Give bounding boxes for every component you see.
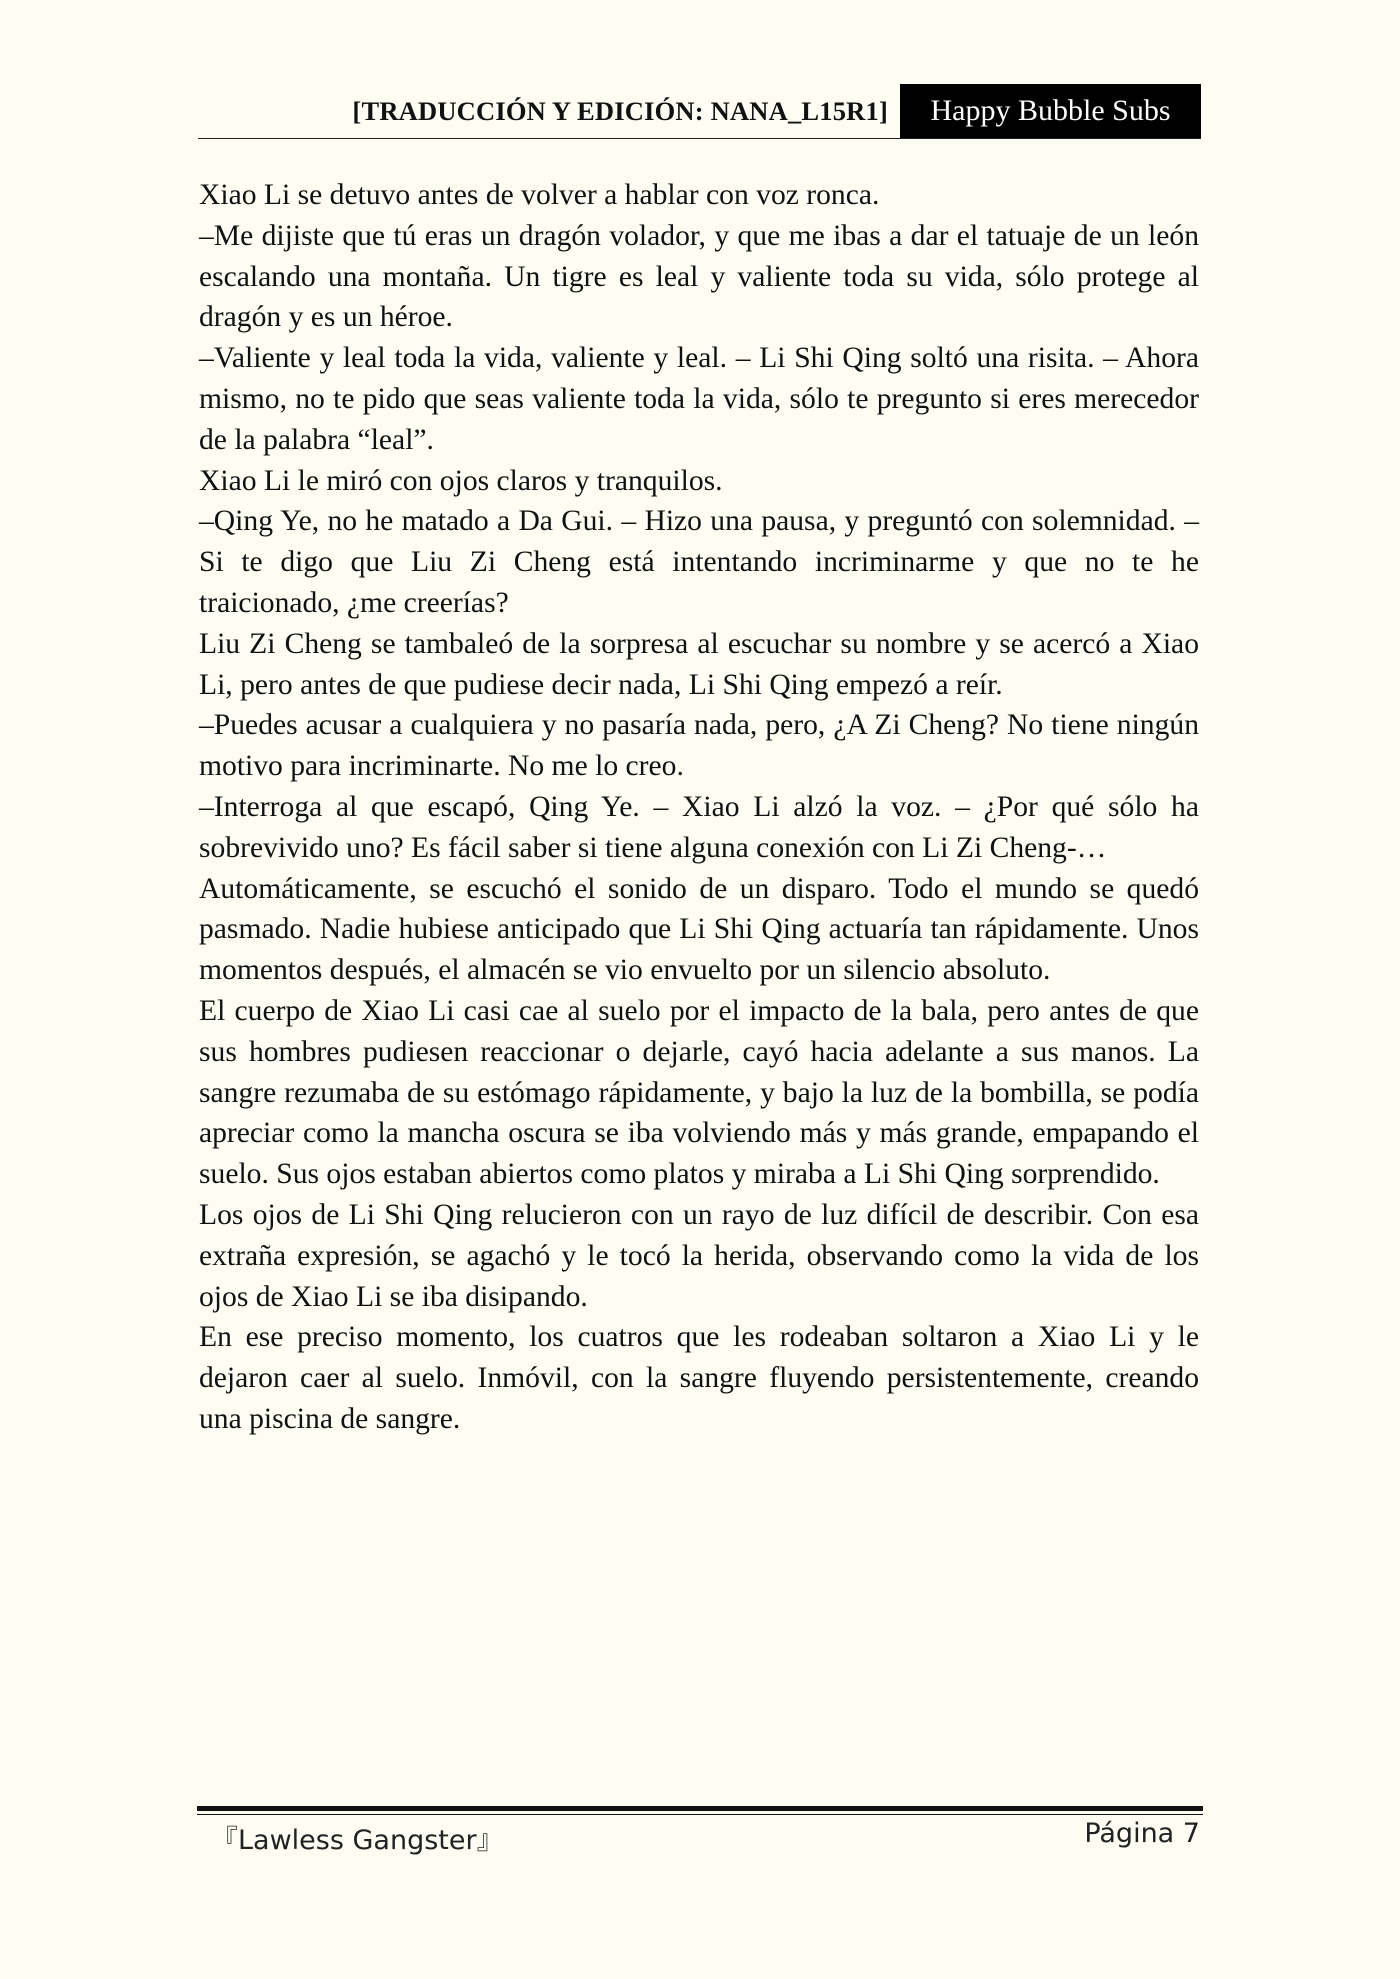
paragraph: –Valiente y leal toda la vida, valiente y leal. – Li Shi Qing soltó una risita. – Ahora mismo, no te pido que seas valiente toda la vida, sólo te pregunto si eres merecedor de la palabra “leal”. [199, 342, 1199, 456]
book-title: 『Lawless Gangster』 [211, 1825, 504, 1856]
paragraph: Xiao Li le miró con ojos claros y tranquilos. [199, 464, 723, 497]
paragraph: En ese preciso momento, los cuatros que les rodeaban soltaron a Xiao Li y le dejaron caer al suelo. Inmóvil, con la sangre fluyendo persistentemente, creando una piscina de sangre. [199, 1321, 1199, 1435]
page-number: Página 7 [1084, 1818, 1200, 1849]
paragraph: Los ojos de Li Shi Qing relucieron con un rayo de luz difícil de describir. Con esa extraña expresión, se agachó y le tocó la herida, observando como la vida de los ojos de Xiao Li se iba disipando. [199, 1198, 1199, 1313]
paragraph: –Me dijiste que tú eras un dragón volador, y que me ibas a dar el tatuaje de un león escalando una montaña. Un tigre es leal y valiente toda su vida, sólo protege al dragón y es un héroe. [199, 219, 1199, 334]
paragraph: Xiao Li se detuvo antes de volver a hablar con voz ronca. [199, 179, 880, 211]
paragraph: Automáticamente, se escuchó el sonido de un disparo. Todo el mundo se quedó pasmado. Nadie hubiese anticipado que Li Shi Qing actuaría tan rápidamente. Unos momentos después, el almacén se vio envuelto por un silencio absoluto. [199, 872, 1199, 987]
chapter-body [199, 175, 1199, 1440]
paragraph: Liu Zi Cheng se tambaleó de la sorpresa al escuchar su nombre y se acercó a Xiao Li, pero antes de que pudiese decir nada, Li Shi Qing empezó a reír. [199, 627, 1199, 701]
paragraph: –Interroga al que escapó, Qing Ye. – Xiao Li alzó la voz. – ¿Por qué sólo ha sobrevivido uno? Es fácil saber si tiene alguna conexión con Li Zi Cheng-… [199, 790, 1199, 864]
page-header [198, 84, 1201, 139]
paragraph: El cuerpo de Xiao Li casi cae al suelo por el impacto de la bala, pero antes de que sus hombres pudiesen reaccionar o dejarle, cayó hacia adelante a sus manos. La sangre rezumaba de su estómago rápidamente, y bajo la luz de la bombilla, se podía apreciar como la mancha oscura se iba volviendo más y más grande, empapando el suelo. Sus ojos estaban abiertos como platos y miraba a Li Shi Qing sorprendido. [199, 994, 1199, 1191]
group-brand-label: Happy Bubble Subs [900, 84, 1201, 138]
footer-divider [197, 1806, 1203, 1811]
paragraph: –Puedes acusar a cualquiera y no pasaría nada, pero, ¿A Zi Cheng? No tiene ningún motivo para incriminarte. No me lo creo. [199, 709, 1199, 783]
translation-credit: [TRADUCCIÓN Y EDICIÓN: NANA_L15R1] [352, 96, 888, 126]
footer-divider-thin [197, 1814, 1203, 1815]
paragraph: –Qing Ye, no he matado a Da Gui. – Hizo una pausa, y preguntó con solemnidad. – Si te digo que Liu Zi Cheng está intentando incriminarme y que no te he traicionado, ¿me creerías? [199, 505, 1199, 619]
